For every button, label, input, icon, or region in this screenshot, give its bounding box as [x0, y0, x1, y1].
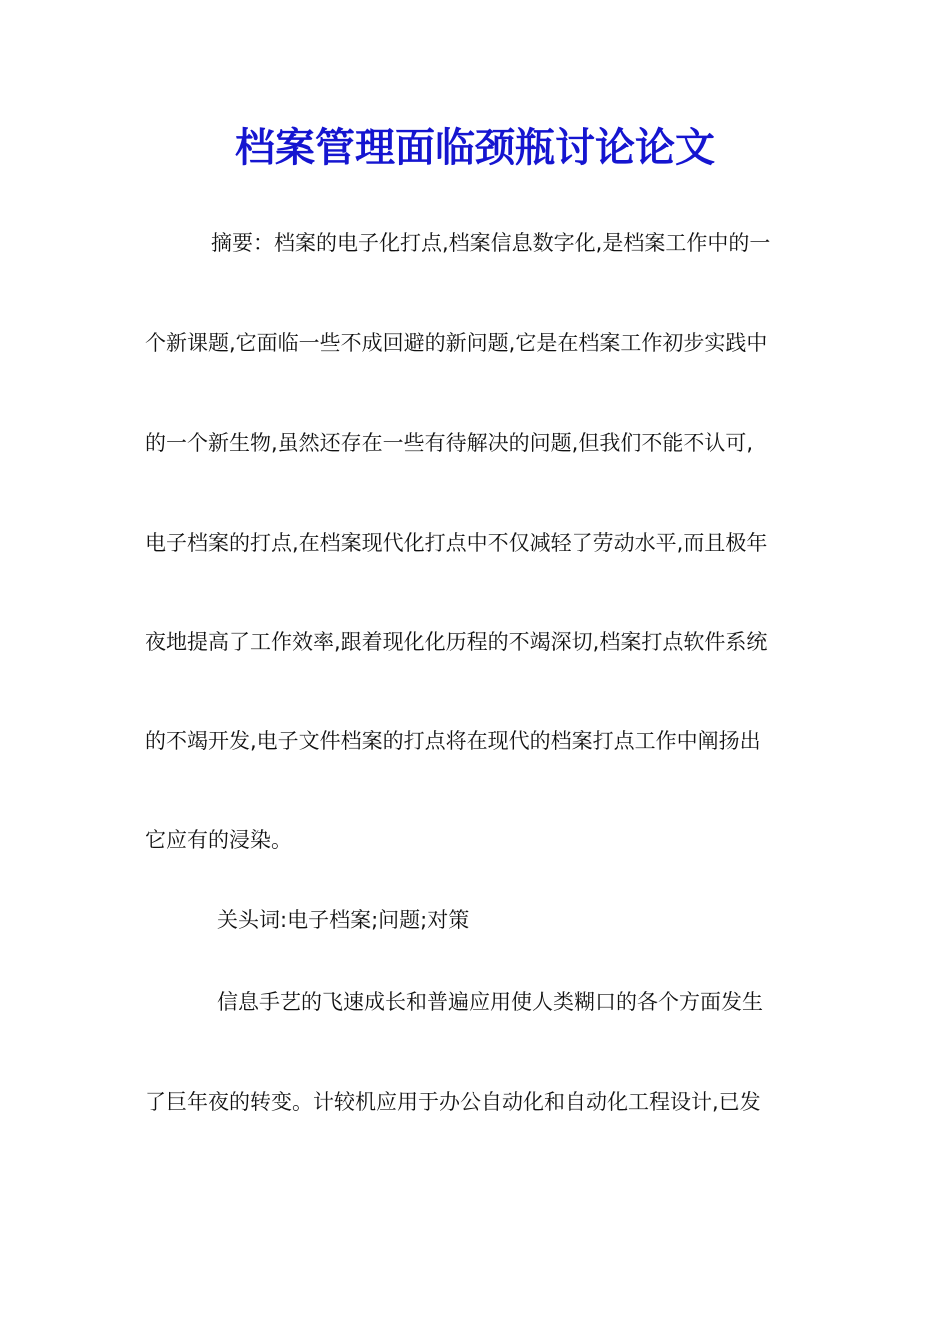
- abstract-line-4: 电子档案的打点,在档案现代化打点中不仅减轻了劳动水平,而且极年: [145, 531, 768, 555]
- body-line-1: 信息手艺的飞速成长和普遍应用使人类糊口的各个方面发生: [217, 990, 763, 1014]
- document-title: 档案管理面临颈瓶讨论论文: [235, 124, 715, 171]
- abstract-line-7: 它应有的浸染。: [145, 828, 292, 852]
- body-line-2: 了巨年夜的转变。计较机应用于办公自动化和自动化工程设计,已发: [145, 1090, 761, 1114]
- abstract-line-1: 摘要：档案的电子化打点,档案信息数字化,是档案工作中的一: [211, 231, 771, 255]
- keywords-line: 关头词:电子档案;问题;对策: [217, 908, 470, 932]
- abstract-line-3: 的一个新生物,虽然还存在一些有待解决的问题,但我们不能不认可,: [145, 431, 754, 455]
- abstract-line-2: 个新课题,它面临一些不成回避的新问题,它是在档案工作初步实践中: [145, 331, 768, 355]
- abstract-line-5: 夜地提高了工作效率,跟着现化化历程的不竭深切,档案打点软件系统: [145, 630, 768, 654]
- abstract-line-6: 的不竭开发,电子文件档案的打点将在现代的档案打点工作中阐扬出: [145, 729, 761, 753]
